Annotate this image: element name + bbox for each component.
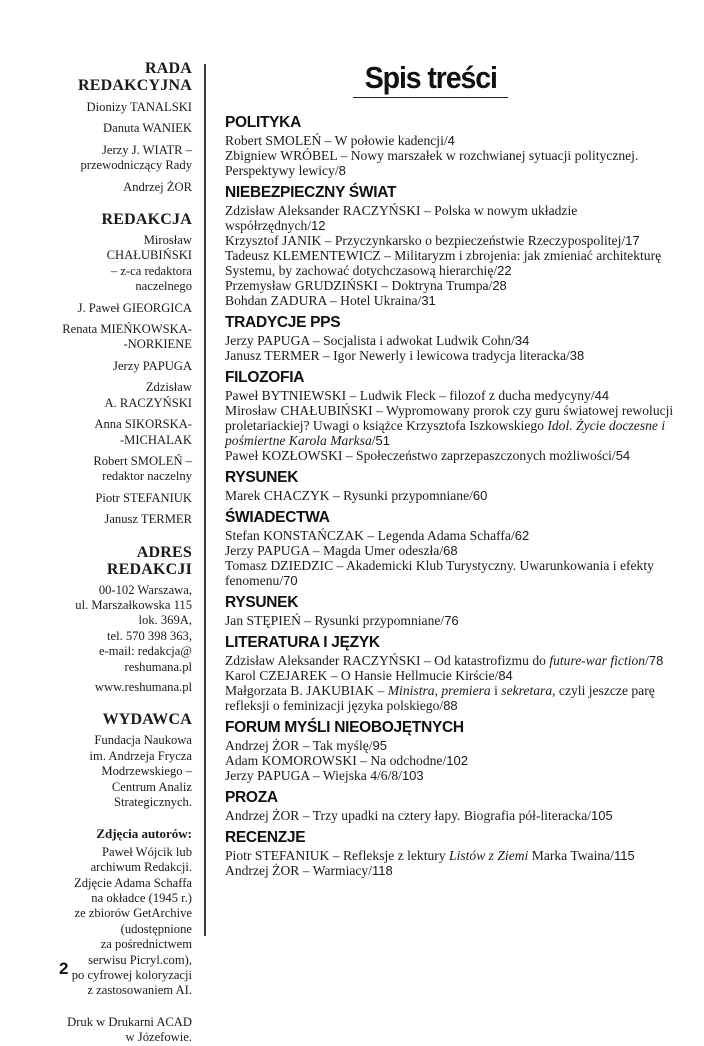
member-line: naczelnego [135,279,192,294]
entry-italic-title: Ministra [387,683,435,698]
entry-text: Małgorzata B. JAKUBIAK – [225,683,388,698]
entry-page-number: 62 [514,528,530,543]
toc-entry[interactable] [225,558,675,588]
photo-credits-heading: Zdjęcia autorów: [96,826,192,842]
entry-text: Andrzej ŻOR – Warmiacy/ [225,863,373,878]
entry-text: Tomasz DZIEDZIC – Akademicki Klub Turystyczny. Uwarunkowania i efekty fenomenu/ [225,558,654,588]
heading-line: REDAKCYJNA [78,77,192,94]
entry-text: Piotr STEFANIUK – Refleksje z lektury [225,848,450,863]
member-line: Anna SIKORSKA- [94,417,192,432]
entry-text: Zbigniew WRÓBEL – Nowy marszałek w rozchwianej sytuacji politycznej. Perspektywy lewicy/ [225,148,639,178]
photo-credit-line: z zastosowaniem AI. [87,983,192,998]
entry-page-number: 70 [283,573,298,588]
toc-section-heading: RECENZJE [225,829,306,846]
member-line: Renata MIEŃKOWSKA- [62,322,192,337]
entry-text: / [371,433,376,448]
editorial-staff-section [60,211,192,528]
entry-text: Przemysław GRUDZIŃSKI – Doktryna Trumpa/ [225,278,493,293]
member-line: Janusz TERMER [104,512,192,527]
entry-text: Mirosław CHAŁUBIŃSKI – Wypromowany prorok czy guru światowej rewolucji proletariackiej? Uwagi o książce Krzysztofa Iszkowskiego [225,403,674,433]
member-line: Jerzy PAPUGA [113,358,192,373]
entry-italic-title: sekretara [501,683,553,698]
photo-credit-line: Zdjęcie Adama Schaffa [74,875,192,890]
editorial-member [60,380,192,411]
publisher-line: Fundacja Naukowa [94,733,192,748]
editorial-board-section [60,60,192,195]
page-title-wrap [353,60,508,96]
entry-text: Paweł KOZŁOWSKI – Społeczeństwo zaprzepaszczonych możliwości/ [225,448,616,463]
entry-text: Jerzy PAPUGA – Socjalista i adwokat Ludwik Cohn/ [225,333,515,348]
entry-page-number: 34 [514,333,530,348]
toc-entry[interactable] [225,133,675,148]
entry-italic-title: Listów z Ziemi [449,848,529,863]
entry-text: Krzysztof JANIK – Przyczynkarsko o bezpieczeństwie Rzeczypospolitej/ [225,233,626,248]
toc-section [225,509,675,588]
toc-section-heading: LITERATURA I JĘZYK [225,634,380,651]
toc-entry[interactable] [225,403,675,448]
page-title: Spis treści [364,60,497,95]
entry-page-number: 38 [569,348,585,363]
printing-line: w Józefowie. [125,1030,192,1045]
entry-text: Janusz TERMER – Igor Newerly i lewicowa tradycja literacka/ [225,348,570,363]
member-line: redaktor naczelny [102,469,192,484]
toc-entry[interactable] [225,528,675,543]
toc-section [225,719,675,783]
member-line: Mirosław [143,233,192,248]
address-line: reshumana.pl [124,659,192,674]
toc-section-heading: TRADYCJE PPS [225,314,341,331]
editorial-staff-heading: REDAKCJA [101,211,192,229]
heading-line: RADA [144,60,192,77]
toc-section-heading: FILOZOFIA [225,369,305,386]
address-line: 00-102 Warszawa, [98,582,192,597]
photo-credit-line: Paweł Wójcik lub [101,844,192,859]
toc-section [225,829,675,878]
member-line: przewodniczący Rady [80,158,192,173]
entry-italic-title: premiera [441,683,491,698]
editorial-board-heading [60,60,192,94]
photo-credit-line: serwisu Picryl.com), [88,952,192,967]
entry-text: Robert SMOLEŃ – W połowie kadencji/ [225,133,448,148]
editorial-member [60,491,192,506]
entry-text: Marka Twaina/ [528,848,614,863]
entry-text: Marek CHACZYK – Rysunki przypomniane/ [225,488,473,503]
toc-section-heading: NIEBEZPIECZNY ŚWIAT [225,184,397,201]
toc-entry[interactable] [225,738,675,753]
toc-entry[interactable] [225,768,675,783]
toc-section [225,314,675,363]
toc-entry[interactable] [225,333,675,348]
toc-entry[interactable] [225,293,675,308]
entry-italic-title: future-war fiction [549,653,646,668]
toc-section [225,114,675,178]
editorial-masthead [60,60,192,1046]
editorial-member [60,359,192,374]
photo-credit-line: za pośrednictwem [100,937,192,952]
entry-text: Andrzej ŻOR – Tak myślę/ [225,738,373,753]
entry-page-number: 88 [443,698,458,713]
member-line: CHAŁUBIŃSKI [106,248,192,263]
toc-entry[interactable] [225,348,675,363]
toc-entry[interactable] [225,863,675,878]
entry-text: Zdzisław Aleksander RACZYŃSKI – Polska w nowym układzie współrzędnych/ [225,203,578,233]
entry-text: Bohdan ZADURA – Hotel Ukraina/ [225,293,422,308]
entry-text: / [645,653,649,668]
photo-credit-line: (udostępnione [120,921,192,936]
editorial-member [60,512,192,527]
toc-section-heading: RYSUNEK [225,594,299,611]
entry-page-number: 95 [372,738,388,753]
entry-text: Stefan KONSTAŃCZAK – Legenda Adama Schaffa/ [225,528,515,543]
page-number: 2 [59,959,69,978]
entry-page-number: 17 [625,233,640,248]
toc-section [225,789,675,823]
publisher-lines [60,733,192,810]
board-member: Danuta WANIEK [103,121,192,136]
publisher-line: Centrum Analiz [111,779,192,794]
entry-text: Andrzej ŻOR – Trzy upadki na cztery łapy. Biografia pół-literacka/ [225,808,592,823]
board-member: Andrzej ŻOR [123,179,192,194]
address-line: lok. 369A, [138,613,192,628]
entry-page-number: 102 [446,753,468,768]
title-underline [353,97,508,98]
address-heading: ADRES REDAKCJI [106,543,192,578]
entry-page-number: 103 [401,768,424,783]
photo-credit-line: ze zbiorów GetArchive [74,906,192,921]
photo-credit-line: na okładce (1945 r.) [91,891,192,906]
toc-entry[interactable] [225,808,675,823]
toc-section [225,469,675,503]
entry-page-number: 31 [421,293,436,308]
editorial-members-list [60,233,192,528]
toc-entry[interactable] [225,148,675,178]
entry-text: , czyli jeszcze parę refleksji o feminizacji języka polskiego/ [225,683,655,713]
toc-section-heading: PROZA [225,789,278,806]
member-line: -NORKIENE [123,337,192,352]
toc-entry[interactable] [225,388,675,403]
entry-page-number: 28 [492,278,507,293]
entry-text: Paweł BYTNIEWSKI – Ludwik Fleck – filozof z ducha medycyny/ [225,388,595,403]
address-line: ul. Marszałkowska 115 [75,597,192,612]
publisher-section [60,711,192,810]
member-line: Jerzy J. WIATR – [101,142,192,157]
member-line: J. Paweł GIEORGICA [77,300,192,315]
toc-entry[interactable] [225,613,675,628]
entry-page-number: 60 [472,488,488,503]
address-section [60,544,192,696]
member-line: Zdzisław [145,380,192,395]
entry-page-number: 44 [594,388,610,403]
member-line: Piotr STEFANIUK [95,490,192,505]
entry-page-number: 68 [443,543,458,558]
toc-entry[interactable] [225,488,675,503]
editorial-member [60,233,192,295]
toc-entry[interactable] [225,448,675,463]
table-of-contents [225,114,675,884]
editorial-member [60,417,192,448]
entry-page-number: 12 [311,218,326,233]
member-line: -MICHALAK [119,432,192,447]
entry-page-number: 4 [447,133,455,148]
entry-text: Zdzisław Aleksander RACZYŃSKI – Od katastrofizmu do [225,653,550,668]
toc-section-heading: FORUM MYŚLI NIEOBOJĘTNYCH [225,719,464,736]
toc-section [225,369,675,463]
editorial-member [60,301,192,316]
entry-text: , [434,683,442,698]
entry-page-number: 76 [444,613,459,628]
toc-entry[interactable] [225,233,675,248]
toc-section-heading: POLITYKA [225,114,301,131]
board-member: Dionizy TANALSKI [86,100,192,114]
publisher-heading: WYDAWCA [102,711,192,729]
entry-page-number: 8 [338,163,346,178]
editorial-member [60,454,192,485]
photo-credit-line: archiwum Redakcji. [90,860,192,875]
toc-entry[interactable] [225,248,675,278]
toc-entry[interactable] [225,668,675,683]
entry-page-number: 84 [498,668,513,683]
toc-entry[interactable] [225,653,675,668]
entry-text: Jan STĘPIEŃ – Rysunki przypomniane/ [225,613,445,628]
toc-entry[interactable] [225,683,675,713]
address-line: tel. 570 398 363, [106,628,192,643]
website-link[interactable]: www.reshumana.pl [94,679,192,694]
entry-text: Jerzy PAPUGA – Wiejska 4/6/8/ [225,768,402,783]
photo-credits-lines [60,845,192,999]
address-lines [60,583,192,675]
member-line: – z-ca redaktora [110,263,192,278]
toc-entry[interactable] [225,543,675,558]
toc-section [225,184,675,308]
publisher-line: Strategicznych. [114,795,192,809]
entry-page-number: 105 [591,808,613,823]
entry-italic-title: Idol. Życie doczesne i pośmiertne Karola Marksa [225,418,666,448]
toc-entry[interactable] [225,848,675,863]
toc-section-heading: RYSUNEK [225,469,299,486]
member-line: Robert SMOLEŃ – [93,453,192,468]
entry-text: Tadeusz KLEMENTEWICZ – Militaryzm i zbrojenia: jak zmieniać architekturę Systemu, by zachować dotychczasową hierarchię/ [225,248,662,278]
publisher-line: Modrzewskiego – [101,764,192,779]
toc-entry[interactable] [225,203,675,233]
entry-text: Karol CZEJAREK – O Hansie Hellmucie Kirście/ [225,668,499,683]
entry-page-number: 22 [497,263,512,278]
entry-page-number: 118 [372,863,393,878]
entry-page-number: 78 [648,653,664,668]
toc-section [225,594,675,628]
toc-entry[interactable] [225,278,675,293]
entry-text: Adam KOMOROWSKI – Na odchodne/ [225,753,447,768]
toc-entry[interactable] [225,753,675,768]
toc-section-heading: ŚWIADECTWA [225,509,330,526]
entry-page-number: 115 [613,848,635,863]
editorial-member [60,322,192,353]
toc-section [225,634,675,713]
entry-text: i [490,683,502,698]
entry-page-number: 51 [375,433,391,448]
member-line: A. RACZYŃSKI [104,395,192,410]
entry-page-number: 54 [615,448,631,463]
address-line: e-mail: redakcja@ [98,644,192,659]
entry-text: Jerzy PAPUGA – Magda Umer odeszła/ [225,543,444,558]
printing-line: Druk w Drukarni ACAD [67,1014,192,1029]
photo-credit-line: po cyfrowej koloryzacji [71,968,192,983]
photo-credits-section [60,826,192,998]
board-member [60,143,192,174]
publisher-line: im. Andrzeja Frycza [89,748,192,763]
column-divider [204,64,206,936]
printing-info [60,1015,192,1046]
